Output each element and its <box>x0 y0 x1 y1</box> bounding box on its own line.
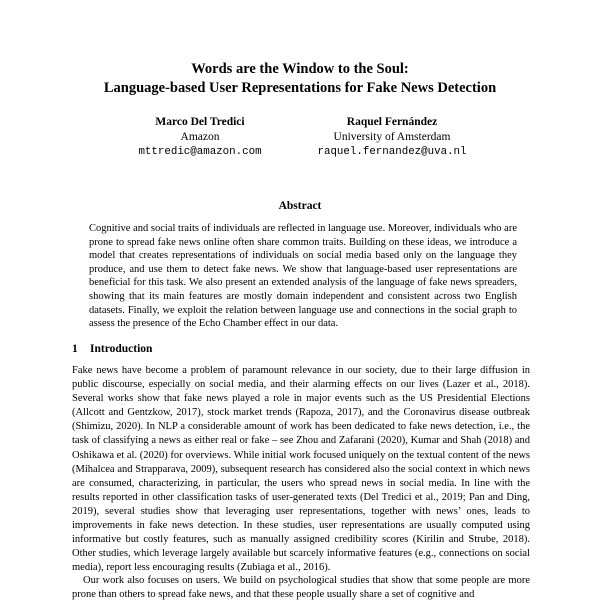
paper-title <box>0 60 600 98</box>
author-affiliation: Amazon <box>180 131 220 143</box>
author-email: raquel.fernandez@uva.nl <box>317 146 467 158</box>
author-block <box>292 115 492 160</box>
abstract-heading: Abstract <box>278 200 322 212</box>
section-title: Introduction <box>90 343 153 355</box>
author-name: Marco Del Tredici <box>155 116 245 128</box>
title-line-2: Language-based User Representations for Fake News Detection <box>103 80 497 96</box>
author-affiliation: University of Amsterdam <box>333 131 451 143</box>
section-heading <box>72 343 152 355</box>
title-line-1: Words are the Window to the Soul: <box>191 61 409 77</box>
abstract-text: Cognitive and social traits of individuals are reflected in language use. Moreover, individuals who are prone to spread fake news online often share common traits. Building on these ideas, we introduce a model that creates representations of individuals on social media based only on the language they produce, and use them to detect fake news. We show that language-based user representations are beneficial for this task. We also present an extended analysis of the language of fake news spreaders, showing that its main features are mostly domain independent and consistent across two English datasets. Finally, we exploit the relation between language use and connections in the social graph to assess the presence of the Echo Chamber effect in our data. <box>89 223 517 330</box>
author-block <box>100 115 300 160</box>
author-name: Raquel Fernández <box>346 116 438 128</box>
author-email: mttredic@amazon.com <box>138 146 262 158</box>
body-paragraph: Fake news have become a problem of paramount relevance in our society, due to their large diffusion in public discourse, especially on social media, and their alarming effects on our lives (Lazer et al., 2018). Several works show that fake news played a role in major events such as the US Presidential Elections (Allcott and Gentzkow, 2017), stock market trends (Rapoza, 2017), and the Coronavirus disease outbreak (Shimizu, 2020). In NLP a considerable amount of work has been dedicated to fake news detection, i.e., the task of classifying a news as either real or fake – see Zhou and Zafarani (2020), Kumar and Shah (2018) and Oshikawa et al. (2020) for overviews. While initial work focused uniquely on the textual content of the news (Mihalcea and Strapparava, 2009), subsequent research has considered also the social context in which news are consumed, characterizing, in particular, the users who spread news in social media. In line with the results reported in other classification tasks of user-generated texts (Del Tredici et al., 2019; Pan and Ding, 2019), several studies show that leveraging user representations, together with news’ ones, leads to improvements in fake news detection. In these studies, user representations are usually computed using informative but costly features, such as manually assigned credibility scores (Kirilin and Strube, 2018). Other studies, which leverage largely available but scarcely informative features (e.g., connections on social media), report less encouraging results (Zubiaga et al., 2016). <box>72 365 530 574</box>
section-number: 1 <box>72 343 78 355</box>
body-paragraph: Our work also focuses on users. We build on psychological studies that show that some people are more prone than others to spread fake news, and that these people usually share a set of cognitive and <box>72 575 530 601</box>
